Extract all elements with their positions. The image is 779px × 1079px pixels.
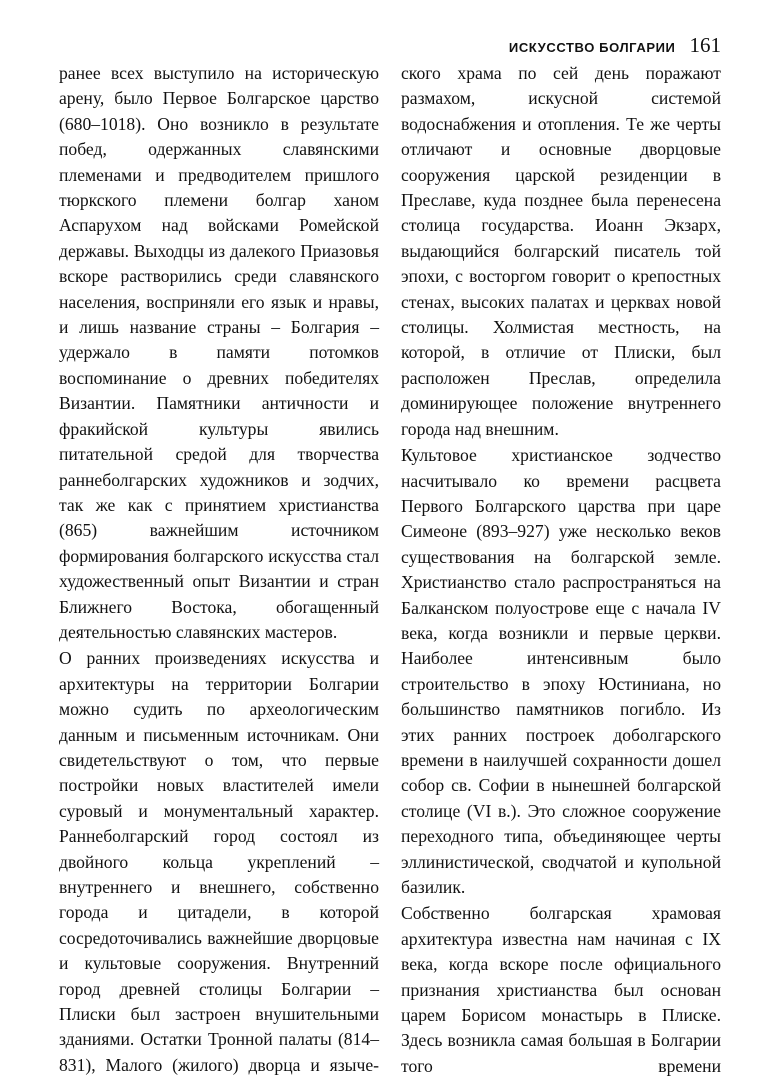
paragraph-5: Собственно болгарская храмовая архитектура известна нам начиная с IX века, когда вскоре после официального признания христианства был основан царем Борисом монастырь в Плиске. Здесь возникла самая большая в Болгарии того времени	[401, 903, 721, 1076]
paragraph-4: Культовое христианское зодчество насчитывало ко времени расцвета Первого Болгарского царства при царе Симеоне (893–927) уже несколько веков существования на болгарской земле. Христианство стало распространяться на Балканском полуострове еще с начала IV века, когда возникли и первые церкви. Наиболее интенсивным было строительство в эпоху Юстиниана, но большинство памятников погибло. Из этих ранних построек доболгарского времени в наилучшей сохранности дошел собор св. Софии в нынешней болгарской столице (VI в.). Это сложное сооружение переходного типа, объединяющее черты эллинистической, сводчатой и купольной базилик.	[401, 445, 721, 897]
page-number: 161	[689, 33, 721, 57]
paragraph-3: ского храма по сей день поражают размахом, искусной системой водоснабжения и отопления. Те же черты отличают и основные дворцовые сооружения царской резиденции в Преславе, куда позднее была перенесена столица государства. Иоанн Экзарх, выдающийся болгарский писатель той эпохи, с восторгом говорит о крепостных стенах, высоких палатах и церквах новой столицы. Холмистая местность, на которой, в отличие от Плиски, был расположен Преслав, определила доминирующее положение внутреннего города над внешним.	[401, 63, 721, 439]
right-column	[401, 61, 721, 1079]
left-column	[59, 61, 379, 1078]
section-title: ИСКУССТВО БОЛГАРИИ	[508, 40, 676, 55]
paragraph-2: О ранних произведениях искусства и архитектуры на территории Болгарии можно судить по археологическим данным и письменным источникам. Они свидетельствуют о том, что первые постройки новых властителей имели суровый и монументальный характер. Раннеболгарский город состоял из двойного кольца укреплений – внутреннего и внешнего, собственно города и цитадели, в которой сосредоточивались важнейшие дворцовые и культовые сооружения. Внутренний город древней столицы Болгарии – Плиски был застроен внушительными зданиями. Остатки Тронной палаты (814–831), Малого (жилого) дворца и языче-	[59, 648, 379, 1075]
paragraph-1: ранее всех выступило на историческую арену, было Первое Болгарское царство (680–1018). Оно возникло в результате побед, одержанных славянскими племенами и предводителем пришлого тюркского племени болгар ханом Аспарухом над войсками Ромейской державы. Выходцы из далекого Приазовья вскоре растворились среди славянского населения, восприняли его язык и нравы, и лишь название страны – Болгария – удержало в памяти потомков воспоминание о древних победителях Византии. Памятники античности и фракийской культуры явились питательной средой для творчества раннеболгарских художников и зодчих, так же как с принятием христианства (865) важнейшим источником формирования болгарского искусства стал художественный опыт Византии и стран Ближнего Востока, обогащенный деятельностью славянских мастеров.	[59, 63, 379, 642]
running-head	[509, 33, 721, 58]
